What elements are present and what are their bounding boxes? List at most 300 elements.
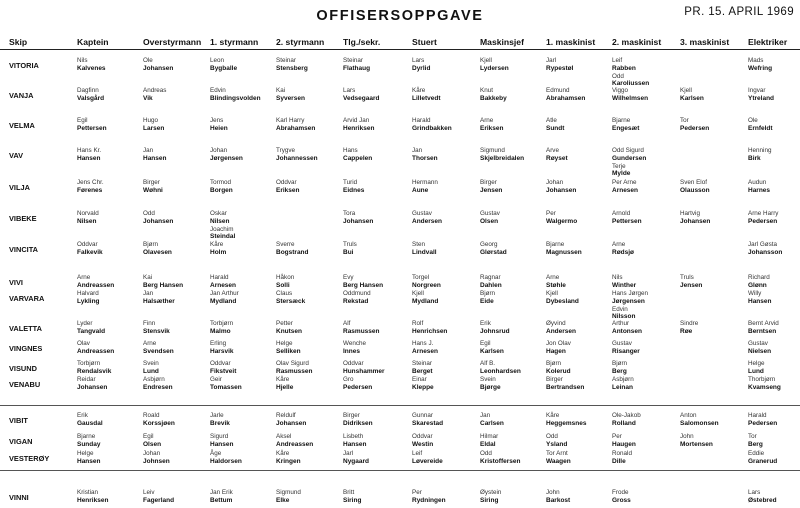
officer-surname: Bjørge [480,383,501,391]
officer-entry [143,210,213,226]
officer-entry [276,450,346,466]
officer-entry [480,57,550,73]
officer-first-name: Gustav [412,210,432,217]
officer-first-name: Ingvar [748,87,766,94]
officer-surname: Bertrandsen [546,383,585,391]
ship-name: VILJA [9,183,30,192]
officer-surname: Glønn [748,281,767,289]
officer-surname: Johansson [748,248,783,256]
officer-entry [210,433,280,449]
officer-entry [210,241,280,257]
officer-surname: Henrichsen [412,327,448,335]
officer-entry [612,274,682,290]
officer-entry [143,450,213,466]
officer-entry [546,210,616,226]
officer-entry [748,57,800,73]
officer-first-name: Jan [143,290,154,297]
officer-entry [412,179,482,195]
officer-entry [412,147,482,163]
officer-entry [612,412,682,428]
officer-entry [680,433,750,449]
officer-surname: Arnesen [210,281,237,289]
officer-entry [412,241,482,257]
officer-entry [143,179,213,195]
ship-name: VINGNES [9,344,43,353]
officer-entry [412,360,482,376]
officer-surname: Wøhni [143,186,163,194]
officer-first-name: Kåre [276,376,290,383]
officer-surname: Henriksen [343,124,375,132]
ship-name: VINNI [9,493,29,502]
officer-surname: Vedsegaard [343,94,380,102]
officer-surname: Rødsjø [612,248,635,256]
column-header: 1. styrmann [210,37,259,47]
officer-surname: Eidnes [343,186,365,194]
officer-first-name: Terje [612,162,626,170]
column-header: 1. maskinist [546,37,596,47]
officer-surname: Gundersen [612,154,647,162]
officer-surname: Flathaug [343,64,371,72]
officer-surname: Johansen [680,217,711,225]
section-divider [0,405,800,406]
officer-first-name: Tor Arnt [546,450,568,457]
officer-entry [143,376,213,392]
officer-first-name: Hartvig [680,210,700,217]
officer-first-name: Henning [748,147,772,154]
officer-entry [210,450,280,466]
officer-entry [612,340,682,356]
officer-entry [612,210,682,226]
officer-entry [748,117,800,133]
officer-surname: Lund [143,367,159,375]
officer-first-name: Arthur [612,320,630,327]
officer-entry [480,290,550,306]
officer-entry [480,340,550,356]
officer-entry [412,433,482,449]
officer-first-name: Arnold [612,210,631,217]
officer-entry [276,147,346,163]
officer-entry [748,433,800,449]
officer-first-name: Bjørn [480,290,496,297]
officer-entry [546,450,616,466]
officer-surname: Endresen [143,383,173,391]
officer-first-name: Halvard [77,290,99,297]
officer-first-name: Bjarne [546,241,565,248]
officer-entry [77,412,147,428]
officer-surname: Støhle [546,281,566,289]
officer-first-name: Evy [343,274,354,281]
officer-surname: Halsæther [143,297,175,305]
officer-surname: Selliken [276,347,301,355]
officer-first-name: Lars [748,489,761,496]
officer-first-name: Johan [143,450,161,457]
officer-first-name: Kai [143,274,153,281]
officer-entry [480,412,550,428]
officer-first-name: Håkon [276,274,295,281]
officer-entry [748,340,800,356]
officer-first-name: Knut [480,87,493,94]
officer-entry [77,340,147,356]
officer-surname: Eldal [480,440,496,448]
officer-first-name: Jon Olav [546,340,571,347]
ship-name: VITORIA [9,61,39,70]
officer-first-name: Kåre [210,241,224,248]
officer-first-name: Hans J. [412,340,434,347]
officer-entry [77,57,147,73]
officer-first-name: Reidar [77,376,96,383]
officer-surname: Sunday [77,440,101,448]
officer-entry [143,274,213,290]
officer-surname: Andreassen [77,281,115,289]
officer-first-name: Jarl [343,450,354,457]
officer-first-name: Harald [412,117,431,124]
officer-entry [276,117,346,133]
officer-entry [612,433,682,449]
officer-entry [143,320,213,336]
officer-first-name: Harald [210,274,229,281]
officer-entry [343,179,413,195]
officer-entry [680,87,750,103]
officer-entry [143,87,213,103]
officer-surname: Lindvall [412,248,437,256]
ship-name: VAV [9,151,24,160]
officer-first-name: Richard [748,274,770,281]
officer-first-name: Birger [143,179,160,186]
officer-surname: Abrahamsen [276,124,316,132]
officer-first-name: Edvin [210,87,226,94]
officer-surname: Didriksen [343,419,373,427]
officer-surname: Risanger [612,347,640,355]
officer-first-name: Gustav [612,340,632,347]
officer-surname: Skarestad [412,419,444,427]
officer-first-name: Tormod [210,179,231,186]
officer-surname: Syversen [276,94,305,102]
officer-first-name: Sverre [276,241,295,248]
officer-first-name: Edmund [546,87,570,94]
officer-first-name: Helge [77,450,94,457]
officer-first-name: Arvid Jan [343,117,370,124]
officer-first-name: Arne [143,340,157,347]
officer-surname: Østebred [748,496,777,504]
officer-first-name: Norvald [77,210,99,217]
officer-entry [480,179,550,195]
officer-entry [612,87,682,103]
officer-entry [480,320,550,336]
officer-surname: Mydland [210,297,237,305]
officer-surname: Andersen [412,217,442,225]
officer-surname: Siring [480,496,499,504]
officer-entry [276,179,346,195]
column-header: Tlg./sekr. [343,37,381,47]
officer-surname: Eide [480,297,494,305]
officer-first-name: Georg [480,241,498,248]
officer-entry [612,147,682,178]
officer-first-name: Sten [412,241,425,248]
officer-entry [143,433,213,449]
officer-surname: Førenes [77,186,103,194]
officer-surname: Hjelle [276,383,294,391]
officer-surname: Harsvik [210,347,234,355]
officer-first-name: Leif [612,57,623,64]
officer-entry [480,147,550,163]
officer-surname: Karoliussen [612,80,650,88]
officer-entry [748,87,800,103]
officer-entry [77,274,147,290]
officer-surname: Bygballe [210,64,238,72]
officer-first-name: Odd [480,450,492,457]
officer-first-name: Kjell [412,290,424,297]
officer-entry [343,147,413,163]
officer-entry [276,274,346,290]
officer-first-name: Geir [210,376,222,383]
officer-first-name: Frode [612,489,629,496]
officer-first-name: Ole-Jakob [612,412,641,419]
officer-entry [748,412,800,428]
officer-first-name: Arne [480,117,494,124]
officer-first-name: Lars [343,87,356,94]
officer-entry [210,179,280,195]
officer-surname: Henriksen [77,496,109,504]
officer-entry [143,117,213,133]
officer-first-name: Truls [680,274,694,281]
officer-surname: Carlsen [480,419,504,427]
officer-first-name: Kjell [546,290,558,297]
officer-entry [343,412,413,428]
officer-first-name: Øystein [480,489,502,496]
officer-first-name: Thorbjørn [748,376,776,383]
officer-entry [680,117,750,133]
ship-name: VALETTA [9,324,42,333]
ship-name: VARVARA [9,294,45,303]
officer-surname: Fagerland [143,496,175,504]
officer-first-name: Eddie [748,450,765,457]
officer-first-name: Bjørn [546,360,562,367]
officer-surname: Dahlen [480,281,502,289]
officer-surname: Olausson [680,186,710,194]
officer-surname: Rolland [612,419,636,427]
officer-entry [210,274,280,290]
officer-surname: Røe [680,327,693,335]
officer-first-name: Gunnar [412,412,434,419]
ship-name: VIBEKE [9,214,37,223]
officer-first-name: Jan Erik [210,489,233,496]
officer-entry [680,412,750,428]
officer-surname: Kristoffersen [480,457,521,465]
officer-first-name: Viggo [612,87,628,94]
officer-first-name: Oskar [210,210,227,217]
officer-surname: Lydersen [480,64,509,72]
officer-entry [546,340,616,356]
officer-entry [276,489,346,505]
officer-entry [748,274,800,290]
officer-surname: Nilsson [612,313,636,321]
officer-first-name: Gustav [480,210,500,217]
officer-surname: Ernfeldt [748,124,773,132]
officer-entry [143,360,213,376]
officer-surname: Ysland [546,440,568,448]
officer-surname: Arnesen [412,347,439,355]
officer-entry [210,376,280,392]
officer-entry [546,489,616,505]
officer-surname: Haugen [612,440,636,448]
officer-surname: Knutsen [276,327,302,335]
officer-entry [748,147,800,163]
officer-entry [680,274,750,290]
officer-entry [77,241,147,257]
officer-surname: Pettersen [77,124,107,132]
officer-entry [546,412,616,428]
officer-first-name: Gro [343,376,354,383]
ship-name: VINCITA [9,245,39,254]
officer-first-name: Sigurd [210,433,229,440]
officer-surname: Engesæt [612,124,640,132]
section-divider [0,470,800,471]
officer-entry [343,450,413,466]
officer-first-name: Aksel [276,433,292,440]
column-header: Overstyrmann [143,37,202,47]
officer-first-name: Oddvar [77,241,98,248]
officer-entry [748,450,800,466]
officer-surname: Larsen [143,124,165,132]
officer-surname: Solli [276,281,290,289]
officer-first-name: Egil [77,117,88,124]
officer-first-name: Oddvar [210,360,231,367]
officer-entry [210,489,280,505]
ship-name: VISUND [9,364,37,373]
officer-entry [210,117,280,133]
officer-first-name: Kåre [546,412,560,419]
officer-surname: Nielsen [748,347,772,355]
ship-name: VELMA [9,121,35,130]
officer-surname: Olavesen [143,248,172,256]
officer-entry [276,360,346,376]
officer-surname: Rendalsvik [77,367,112,375]
officer-first-name: John [546,489,560,496]
officer-entry [748,489,800,505]
officer-entry [748,241,800,257]
officer-surname: Løvereide [412,457,443,465]
officer-first-name: Oddvar [343,360,364,367]
officer-entry [343,87,413,103]
officer-first-name: Arne Harry [748,210,779,217]
officer-first-name: Bjarne [612,117,631,124]
officer-surname: Siring [343,496,362,504]
officer-entry [748,290,800,306]
officer-first-name: Steinar [412,360,432,367]
officer-entry [546,274,616,290]
officer-first-name: Steinar [276,57,296,64]
officer-first-name: Sven Elof [680,179,707,186]
officer-surname: Tomassen [210,383,242,391]
officer-surname: Cappelen [343,154,373,162]
officer-surname: Heien [210,124,228,132]
officer-surname: Bui [343,248,354,256]
officer-first-name: Hilmar [480,433,499,440]
officer-first-name: Trygve [276,147,296,154]
officer-entry [412,376,482,392]
officer-first-name: Truls [343,241,357,248]
officer-first-name: Bjørn [143,241,159,248]
officer-surname: Dyrlid [412,64,431,72]
officer-surname: Kringen [276,457,301,465]
officer-first-name: Lisbeth [343,433,364,440]
officer-surname: Eriksen [276,186,300,194]
officer-entry [612,360,682,376]
page-title: OFFISERSOPPGAVE [316,8,484,24]
officer-first-name: Erik [77,412,88,419]
officer-first-name: Sindre [680,320,699,327]
officer-surname: Innes [343,347,360,355]
officer-first-name: Jan [143,147,154,154]
officer-surname: Pedersen [680,124,710,132]
officer-surname: Leinan [612,383,633,391]
officer-first-name: Ronald [612,450,632,457]
officer-surname: Fikstveit [210,367,237,375]
ship-name: VANJA [9,91,34,100]
officer-first-name: Erling [210,340,227,347]
officer-first-name: Tor [748,433,757,440]
officer-entry [480,376,550,392]
officer-entry [276,241,346,257]
officer-entry [546,241,616,257]
officer-first-name: Turid [343,179,358,186]
officer-entry [143,412,213,428]
officer-first-name: Øyvind [546,320,566,327]
header-rule [0,49,800,50]
officer-entry [546,376,616,392]
officer-surname: Heggemsnes [546,419,587,427]
officer-first-name: Finn [143,320,156,327]
officer-surname: Ytreland [748,94,775,102]
officer-entry [480,489,550,505]
officer-surname: Wefring [748,64,773,72]
officer-surname: Gross [612,496,631,504]
officer-entry [77,210,147,226]
officer-surname: Eriksen [480,124,504,132]
officer-entry [343,340,413,356]
officer-entry [77,433,147,449]
officer-entry [612,320,682,336]
officer-surname: Jensen [480,186,503,194]
officer-surname: Rabben [612,64,636,72]
officer-surname: Valsgård [77,94,105,102]
officer-first-name: Gustav [748,340,768,347]
officer-first-name: Britt [343,489,355,496]
officer-surname: Falkevik [77,248,103,256]
officer-surname: Rasmussen [343,327,380,335]
officer-first-name: Kjell [480,57,492,64]
ship-name: VESTERØY [9,454,50,463]
officer-first-name: Hugo [143,117,159,124]
officer-first-name: Leon [210,57,225,64]
officer-entry [680,320,750,336]
officer-first-name: Lyder [77,320,93,327]
report-date: PR. 15. APRIL 1969 [684,6,794,18]
officer-entry [276,340,346,356]
officer-entry [480,87,550,103]
officer-entry [77,320,147,336]
officer-surname: Norgreen [412,281,441,289]
officer-first-name: Dagfinn [77,87,99,94]
ship-name: VIGAN [9,437,33,446]
officer-entry [210,210,280,241]
officer-surname: Hansen [77,154,101,162]
officer-entry [546,360,616,376]
officer-first-name: Odd [143,210,155,217]
officer-first-name: Torgel [412,274,430,281]
officer-first-name: Sigmund [480,147,505,154]
ship-name: VENABU [9,380,41,389]
